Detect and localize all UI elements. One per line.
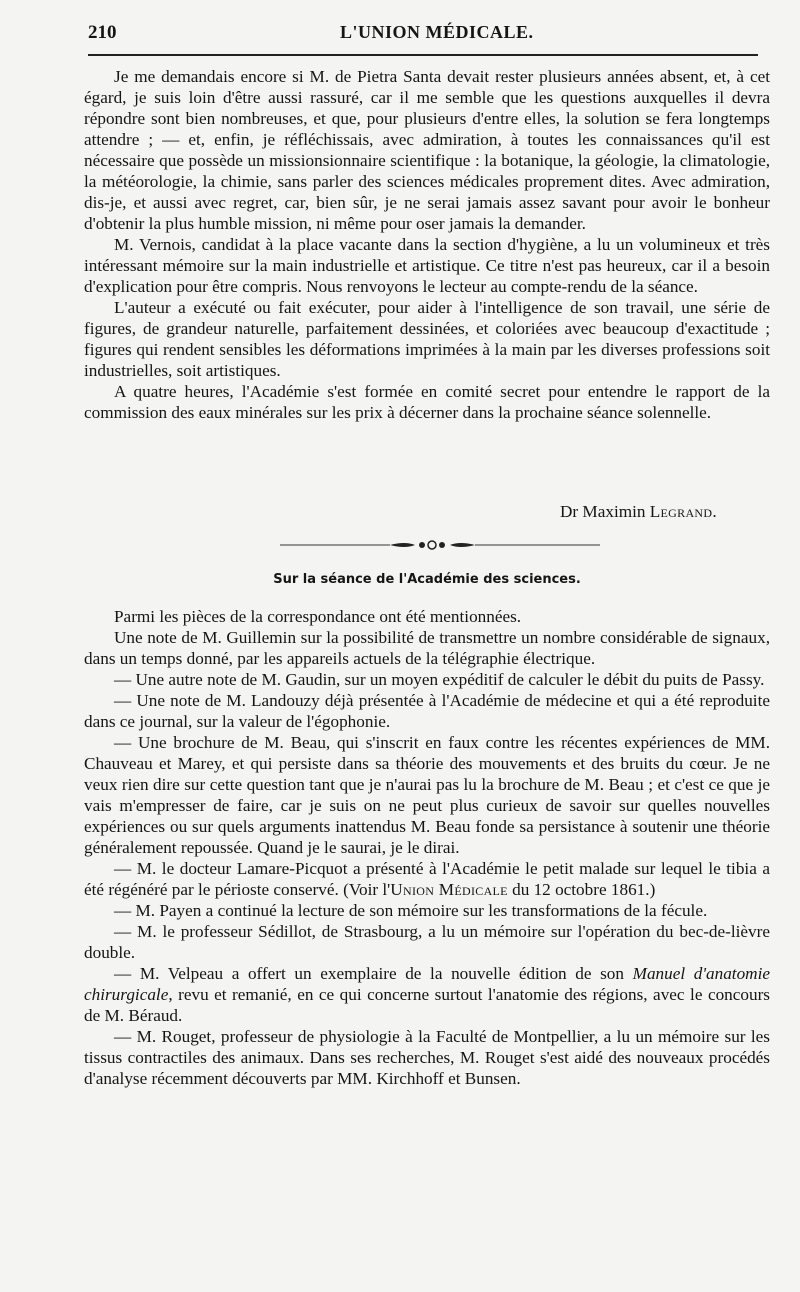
paragraph [84,963,770,1026]
section-two-body [84,606,770,1089]
signature-name: Legrand. [649,502,717,521]
signature-prefix: Dr Maximin [560,502,650,521]
paragraph-text: — M. Velpeau a offert un exemplaire de la nouvelle édition de son [114,964,633,983]
running-title: L'UNION MÉDICALE. [340,22,534,42]
paragraph: Une note de M. Guillemin sur la possibilité de transmettre un nombre considérable de signaux, dans un temps donné, par les appareils actuels de la télégraphie électrique. [84,628,770,668]
paragraph: — Une autre note de M. Gaudin, sur un moyen expéditif de calculer le débit du puits de Passy. [114,670,765,689]
paragraph: — M. Payen a continué la lecture de son mémoire sur les transformations de la fécule. [114,901,708,920]
paragraph-text: — M. le docteur Lamare-Picquot a présenté à l'Académie le petit malade sur lequel le tibia a été régénéré par le périoste conservé. (Voir l' [84,859,770,899]
paragraph: — M. le professeur Sédillot, de Strasbourg, a lu un mémoire sur l'opération du bec-de-lièvre double. [84,922,770,962]
paragraph: — Une note de M. Landouzy déjà présentée à l'Académie de médecine et qui a été reproduite dans ce journal, sur la valeur de l'égophonie. [84,691,770,731]
journal-name: Union Médicale [390,880,508,899]
paragraph: Je me demandais encore si M. de Pietra Santa devait rester plusieurs années absent, et, à cet égard, je suis loin d'être aussi rassuré, car il me semble que les questions auxquelles il devra répondre sont bien nombreuses, et que, pour plusieurs d'entre elles, la solution se fera longtemps attendre ; — et, enfin, je réfléchissais, avec admiration, à toutes les connaissances qu'il est nécessaire que possède un missionsionnaire scientifique : la botanique, la géologie, la climatologie, la météorologie, la chimie, sans parler des sciences médicales proprement dites. Avec admiration, dis-je, et aussi avec regret, car, bien sûr, je ne serai jamais assez savant pour avoir le bonheur d'obtenir la plus humble mission, ni même pour oser jamais la demander. [84,67,770,233]
paragraph: L'auteur a exécuté ou fait exécuter, pour aider à l'intelligence de son travail, une série de figures, de grandeur naturelle, parfaitement dessinées, et coloriées avec beaucoup d'exactitude ; figures qui rendent sensibles les déformations imprimées à la main par les diverses professions soit industrielles, soit artistiques. [84,298,770,380]
section-title: Sur la séance de l'Académie des sciences. [273,572,581,587]
paragraph: — M. Rouget, professeur de physiologie à la Faculté de Montpellier, a lu un mémoire sur les tissus contractiles des animaux. Dans ses recherches, M. Rouget s'est aidé des nouveaux procédés d'analyse récemment découverts par MM. Kirchhoff et Bunsen. [84,1027,770,1088]
paragraph-text: du 12 octobre 1861.) [507,880,656,899]
paragraph: M. Vernois, candidat à la place vacante dans la section d'hygiène, a lu un volumineux et très intéressant mémoire sur la main industrielle et artistique. Ce titre n'est pas heureux, car il a besoin d'explication pour être compris. Nous renvoyons le lecteur au compte-rendu de la séance. [84,235,770,296]
paragraph: — Une brochure de M. Beau, qui s'inscrit en faux contre les récentes expériences de MM. Chauveau et Marey, et qui persiste dans sa théorie des mouvements et des bruits du cœur. Je ne veux rien dire sur cette question tant que je n'aurai pas lu la brochure de M. Beau ; et c'est ce que je vais m'empresser de faire, car je suis on ne peut plus curieux de savoir sur quelles nouvelles expériences ou sur quels arguments inattendus M. Beau fonde sa persistance à soutenir une théorie généralement repoussée. Quand je le saurai, je le dirai. [84,733,770,857]
paragraph: Parmi les pièces de la correspondance ont été mentionnées. [114,607,522,626]
page-number: 210 [88,22,117,43]
page-header [88,22,758,50]
author-signature [560,502,717,522]
section-divider-ornament [280,538,600,552]
header-rule [88,54,758,56]
book-title: Manuel d'anatomie chirurgicale [84,964,770,1004]
paragraph [84,858,770,900]
paragraph-text: , revu et remanié, en ce qui concerne surtout l'anatomie des régions, avec le concours de M. Béraud. [84,985,770,1025]
paragraph: A quatre heures, l'Académie s'est formée en comité secret pour entendre le rapport de la commission des eaux minérales sur les prix à décerner dans la prochaine séance solennelle. [84,382,770,422]
section-one-body [84,66,770,423]
